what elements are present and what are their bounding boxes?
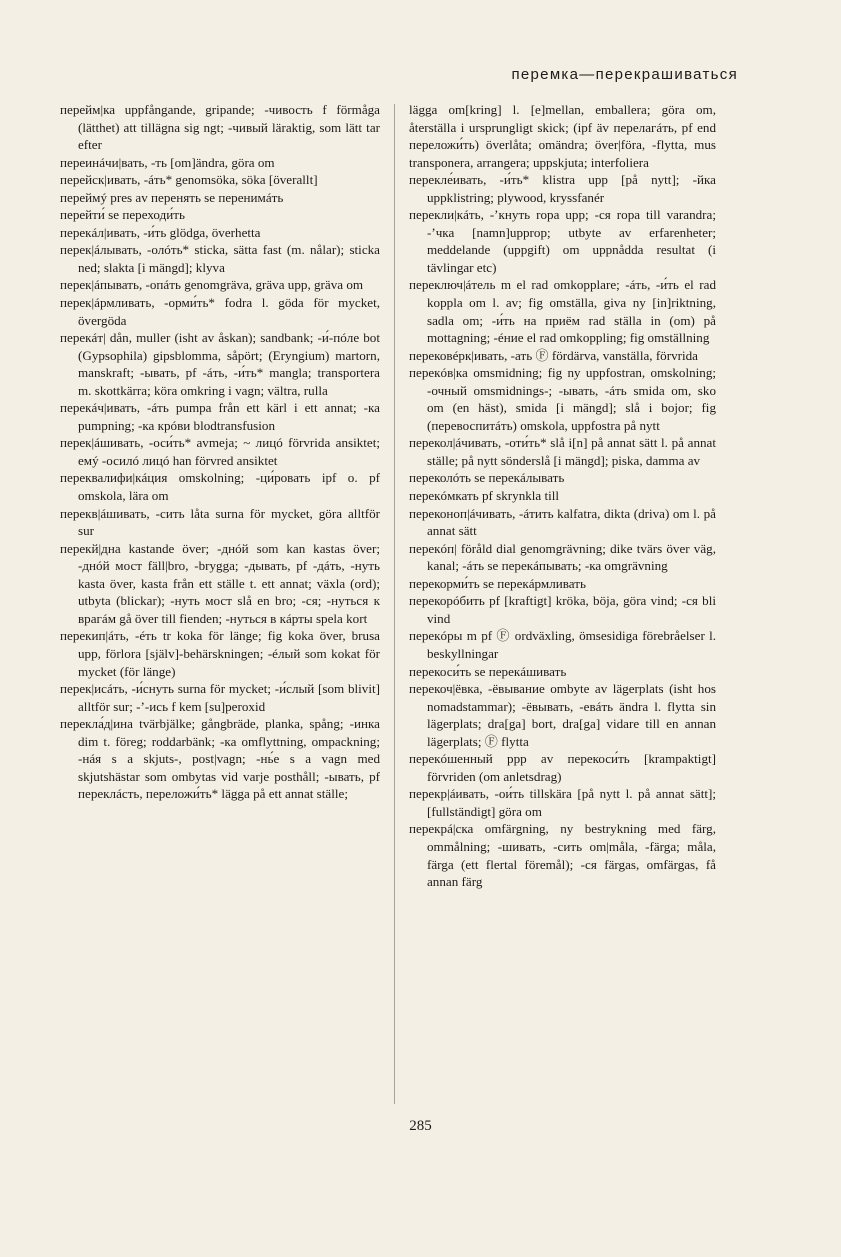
dictionary-entry: перекол|áчивать, -оти́ть* slå i[n] på annat sätt l. på annat ställe; på nytt sönderslå [i mängd]; piska, damma av xyxy=(409,435,716,468)
page-number: 285 xyxy=(409,1118,432,1134)
dictionary-entry: перекоч|ёвка, -ёвывание ombyte av lägerplats (isht hos nomadstammar); -ёвывать, -евáть ändra l. flytta sin lägerplats; dra[ga] bort, dra[ga] vidare till en annan lägerplats; Ⓕ flytta xyxy=(409,681,716,749)
left-column xyxy=(60,101,380,803)
dictionary-entry: перекáч|ивать, -áть pumpa från ett kärl i ett annat; -ка pumpning; -ка крóви blodtransfusion xyxy=(60,400,380,433)
running-header: перемка—перекрашиваться xyxy=(511,66,738,83)
dictionary-entry: перекáл|ивать, -и́ть glödga, överhetta xyxy=(60,224,261,240)
dictionary-entry: переймý pres av перенять se перенимáть xyxy=(60,189,284,205)
dictionary-entry: переколóть se перекáлывать xyxy=(409,470,565,486)
dictionary-entry: перек|áпывать, -опáть genomgräva, gräva upp, gräva om xyxy=(60,277,364,293)
dictionary-entry: lägga om[kring] l. [e]mellan, emballera; göra om, återställa i ursprungligt skick; (ipf äv перелагáть, pf end переложи́ть) överlåta; omändra; över|föra, -flytta, mus transponera, arrangera; uppskjuta; interfoliera xyxy=(409,102,716,170)
dictionary-entry: перекóры m pf Ⓕ ordväxling, ömsesidiga förebråelser l. beskyllningar xyxy=(409,628,716,661)
dictionary-entry: перекóмкать pf skrynkla till xyxy=(409,488,560,504)
dictionary-entry: переинáчи|вать, -ть [om]ändra, göra om xyxy=(60,154,275,170)
dictionary-entry: перекóшенный ppp av перекоси́ть [krampaktigt] förvriden (om anletsdrag) xyxy=(409,751,716,784)
dictionary-entry: перекип|áть, -éть tr koka för länge; fig koka över, brusa upp, förlora [själv]-behärskningen; -éлый som kokat för mycket (för länge) xyxy=(60,628,380,679)
dictionary-entry: перекáт| dån, muller (isht av åskan); sandbank; -и́-пóле bot (Gypsophila) gipsblomma, såpört; (Eryngium) martorn, manskraft; -ывать, pf -áть, -и́ть* mangla; transportera m. skottkärra; köra omkring i vagn; vältra, rulla xyxy=(60,330,380,398)
dictionary-entry: перекрá|ска omfärgning, ny bestrykning med färg, ommålning; -шивать, -сить om|måla, -färga; måla, färga (ett flertal föremål); -ся färgas, omfärgas, få annan färg xyxy=(409,821,716,890)
dictionary-entry: переконоп|áчивать, -áтить kalfatra, dikta (driva) om l. på annat sätt xyxy=(409,505,716,539)
dictionary-entry: перейти́ se переходи́ть xyxy=(60,207,185,223)
dictionary-entry: перек|áшивать, -оси́ть* avmeja; ~ лицó förvrida ansiktet; емý -осилó лицó han förvred ansiktet xyxy=(60,435,380,468)
dictionary-entry: перекй|дна kastande över; -днóй som kan kastas över; -днóй мост fäll|bro, -brygga; -дывать, pf -дáть, -нуть kasta över, kasta från ett ställe t. ett annat; växla (ord); utbyta (blickar); -нуть мост slå en bro; -ся; -нуться к врагáм gå över till fienden; -нуться в кáрты spela kort xyxy=(60,540,380,626)
dictionary-entry: перейм|ка uppfångande, gripande; -чивость f förmåga (lätthet) att tillägna sig ngt; -чивый läraktig, som lätt tar efter xyxy=(60,102,380,153)
dictionary-entry: перек|исáть, -и́снуть surna för mycket; -и́слый [som blivit] alltför sur; -ʼ-ись f kem [su]peroxid xyxy=(60,681,380,714)
dictionary-entry: перейск|ивать, -áть* genomsöka, söka [överallt] xyxy=(60,172,318,188)
right-column xyxy=(409,101,716,891)
dictionary-entry: перекóп| föråld dial genomgrävning; dike tvärs över väg, kanal; -áть se перекáпывать; -ка omgrävning xyxy=(409,540,716,574)
dictionary-entry: перек|áлывать, -олóть* sticka, sätta fast (m. nålar); sticka ned; slakta [i mängd]; klyva xyxy=(60,242,380,275)
dictionary-entry: переквалифи|кáция omskolning; -ци́ровать ipf o. pf omskola, lära om xyxy=(60,470,380,504)
dictionary-entry: перекле́ивать, -и́ть* klistra upp [på nytt]; -йка uppklistring; plywood, kryssfanér xyxy=(409,172,716,205)
column-divider xyxy=(394,104,395,1104)
dictionary-entry: перекорóбить pf [kraftigt] kröka, böja, göra vind; -ся bli vind xyxy=(409,593,716,626)
dictionary-entry: перекв|áшивать, -сить låta surna för mycket, göra alltför sur xyxy=(60,505,380,539)
dictionary-entry: перекр|áивать, -ои́ть tillskära [på nytt l. på annat sätt]; [fullständigt] göra om xyxy=(409,786,716,819)
dictionary-entry: перек|áрмливать, -орми́ть* fodra l. göda för mycket, övergöda xyxy=(60,295,380,328)
dictionary-entry: перековéрк|ивать, -ать Ⓕ fördärva, vanställa, förvrida xyxy=(409,347,698,363)
dictionary-entry: перекла́д|ина tvärbjälke; gångbräde, planka, spång; -инка dim t. föreg; roddarbänk; -ка omflyttning, ompackning; -нáя s a skjuts-, post|vagn; -нь́е s a vagn med skjutshästar som ombytas vid varje posthåll; -ывать, pf переклáсть, переложи́ть* lägga på ett annat ställe; xyxy=(60,716,380,802)
dictionary-entry: перекли|кáть, -ʼкнуть ropa upp; -ся ropa till varandra; -ʼчка [namn]upprop; utbyte av erfarenheter; meddelande (uppgift) om uppnådda resultat (i tävlingar etc) xyxy=(409,207,716,275)
dictionary-entry: переключ|áтель m el rad omkopplare; -áть, -и́ть el rad koppla om l. av; fig omställa, giva ny [in]riktning, sadla om; -и́ть на приём rad ställa in (om) på mottagning; -éние el rad omkoppling; fig omställning xyxy=(409,277,716,346)
dictionary-entry: перекоси́ть se перекáшивать xyxy=(409,663,567,679)
dictionary-entry: перекóв|ка omsmidning; fig ny uppfostran, omskolning; -очный omsmidnings-; -ывать, -áть smida om, sko om (en häst), smida [i mängd]; slå i bojor; fig (перевоспитáть) omskola, uppfostra på nytt xyxy=(409,365,716,433)
dictionary-entry: перекорми́ть se перекáрмливать xyxy=(409,575,586,591)
